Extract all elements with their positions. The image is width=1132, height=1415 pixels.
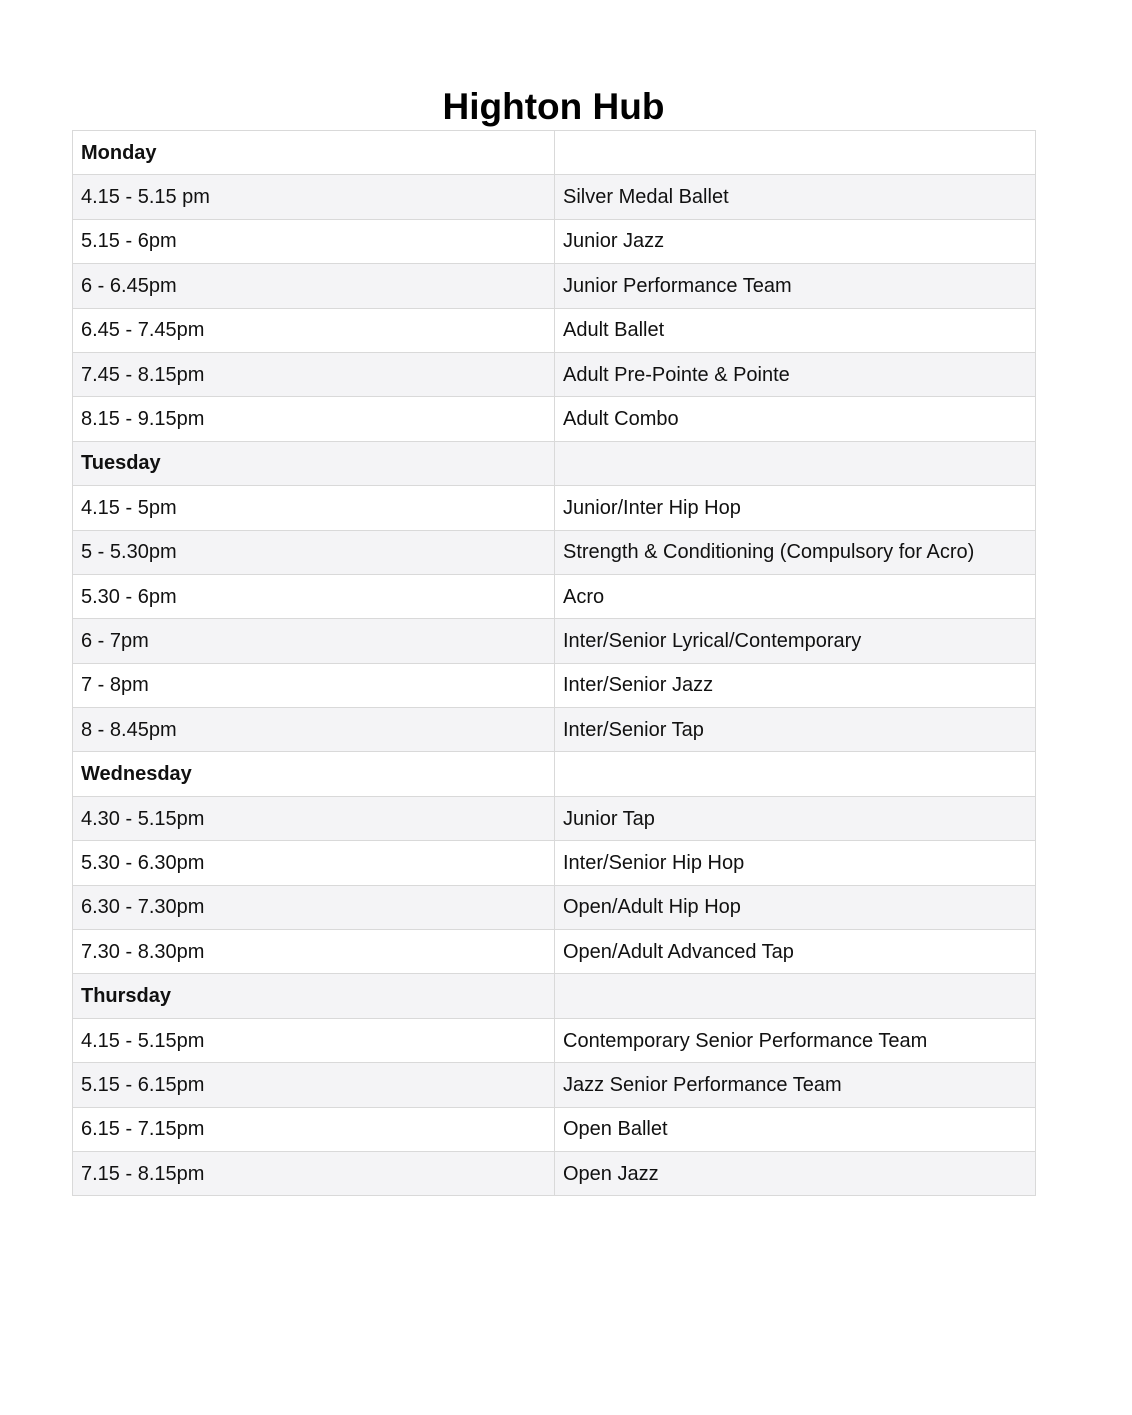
class-name-cell: Inter/Senior Tap xyxy=(555,708,1036,752)
table-row xyxy=(73,1063,1036,1107)
day-name-cell: Tuesday xyxy=(73,441,555,485)
class-name-cell: Contemporary Senior Performance Team xyxy=(555,1018,1036,1062)
class-name-cell: Adult Pre-Pointe & Pointe xyxy=(555,352,1036,396)
table-row xyxy=(73,308,1036,352)
table-row xyxy=(73,486,1036,530)
table-row xyxy=(73,708,1036,752)
table-row xyxy=(73,352,1036,396)
time-cell: 7.45 - 8.15pm xyxy=(73,352,555,396)
table-row xyxy=(73,175,1036,219)
table-row xyxy=(73,796,1036,840)
table-row xyxy=(73,264,1036,308)
table-row xyxy=(73,1107,1036,1151)
class-name-cell xyxy=(555,974,1036,1018)
time-cell: 4.15 - 5.15 pm xyxy=(73,175,555,219)
class-name-cell: Open/Adult Hip Hop xyxy=(555,885,1036,929)
time-cell: 4.15 - 5.15pm xyxy=(73,1018,555,1062)
class-name-cell: Junior/Inter Hip Hop xyxy=(555,486,1036,530)
time-cell: 6.30 - 7.30pm xyxy=(73,885,555,929)
class-name-cell: Strength & Conditioning (Compulsory for Acro) xyxy=(555,530,1036,574)
time-cell: 7.30 - 8.30pm xyxy=(73,930,555,974)
table-row xyxy=(73,841,1036,885)
time-cell: 8.15 - 9.15pm xyxy=(73,397,555,441)
day-name-cell: Wednesday xyxy=(73,752,555,796)
class-name-cell: Inter/Senior Lyrical/Contemporary xyxy=(555,619,1036,663)
class-name-cell: Silver Medal Ballet xyxy=(555,175,1036,219)
class-name-cell: Jazz Senior Performance Team xyxy=(555,1063,1036,1107)
class-name-cell: Inter/Senior Jazz xyxy=(555,663,1036,707)
day-header-row xyxy=(73,131,1036,175)
table-row xyxy=(73,663,1036,707)
class-name-cell: Open/Adult Advanced Tap xyxy=(555,930,1036,974)
class-name-cell: Inter/Senior Hip Hop xyxy=(555,841,1036,885)
time-cell: 5 - 5.30pm xyxy=(73,530,555,574)
schedule-table xyxy=(72,130,1036,1196)
class-name-cell: Junior Tap xyxy=(555,796,1036,840)
table-row xyxy=(73,885,1036,929)
table-row xyxy=(73,219,1036,263)
time-cell: 6.45 - 7.45pm xyxy=(73,308,555,352)
class-name-cell: Open Ballet xyxy=(555,1107,1036,1151)
table-row xyxy=(73,1018,1036,1062)
class-name-cell xyxy=(555,131,1036,175)
table-row xyxy=(73,397,1036,441)
table-row xyxy=(73,930,1036,974)
time-cell: 5.15 - 6.15pm xyxy=(73,1063,555,1107)
table-row xyxy=(73,1151,1036,1195)
table-row xyxy=(73,619,1036,663)
time-cell: 8 - 8.45pm xyxy=(73,708,555,752)
day-header-row xyxy=(73,441,1036,485)
time-cell: 6 - 6.45pm xyxy=(73,264,555,308)
time-cell: 4.30 - 5.15pm xyxy=(73,796,555,840)
class-name-cell: Open Jazz xyxy=(555,1151,1036,1195)
day-name-cell: Thursday xyxy=(73,974,555,1018)
class-name-cell: Adult Ballet xyxy=(555,308,1036,352)
time-cell: 5.15 - 6pm xyxy=(73,219,555,263)
table-row xyxy=(73,530,1036,574)
time-cell: 5.30 - 6.30pm xyxy=(73,841,555,885)
class-name-cell: Junior Jazz xyxy=(555,219,1036,263)
time-cell: 7 - 8pm xyxy=(73,663,555,707)
day-header-row xyxy=(73,752,1036,796)
class-name-cell xyxy=(555,752,1036,796)
schedule-body xyxy=(73,131,1036,1196)
time-cell: 6.15 - 7.15pm xyxy=(73,1107,555,1151)
class-name-cell: Adult Combo xyxy=(555,397,1036,441)
table-row xyxy=(73,574,1036,618)
class-name-cell: Acro xyxy=(555,574,1036,618)
day-name-cell: Monday xyxy=(73,131,555,175)
time-cell: 6 - 7pm xyxy=(73,619,555,663)
time-cell: 7.15 - 8.15pm xyxy=(73,1151,555,1195)
class-name-cell xyxy=(555,441,1036,485)
day-header-row xyxy=(73,974,1036,1018)
time-cell: 4.15 - 5pm xyxy=(73,486,555,530)
class-name-cell: Junior Performance Team xyxy=(555,264,1036,308)
page-title: Highton Hub xyxy=(442,86,665,127)
time-cell: 5.30 - 6pm xyxy=(73,574,555,618)
